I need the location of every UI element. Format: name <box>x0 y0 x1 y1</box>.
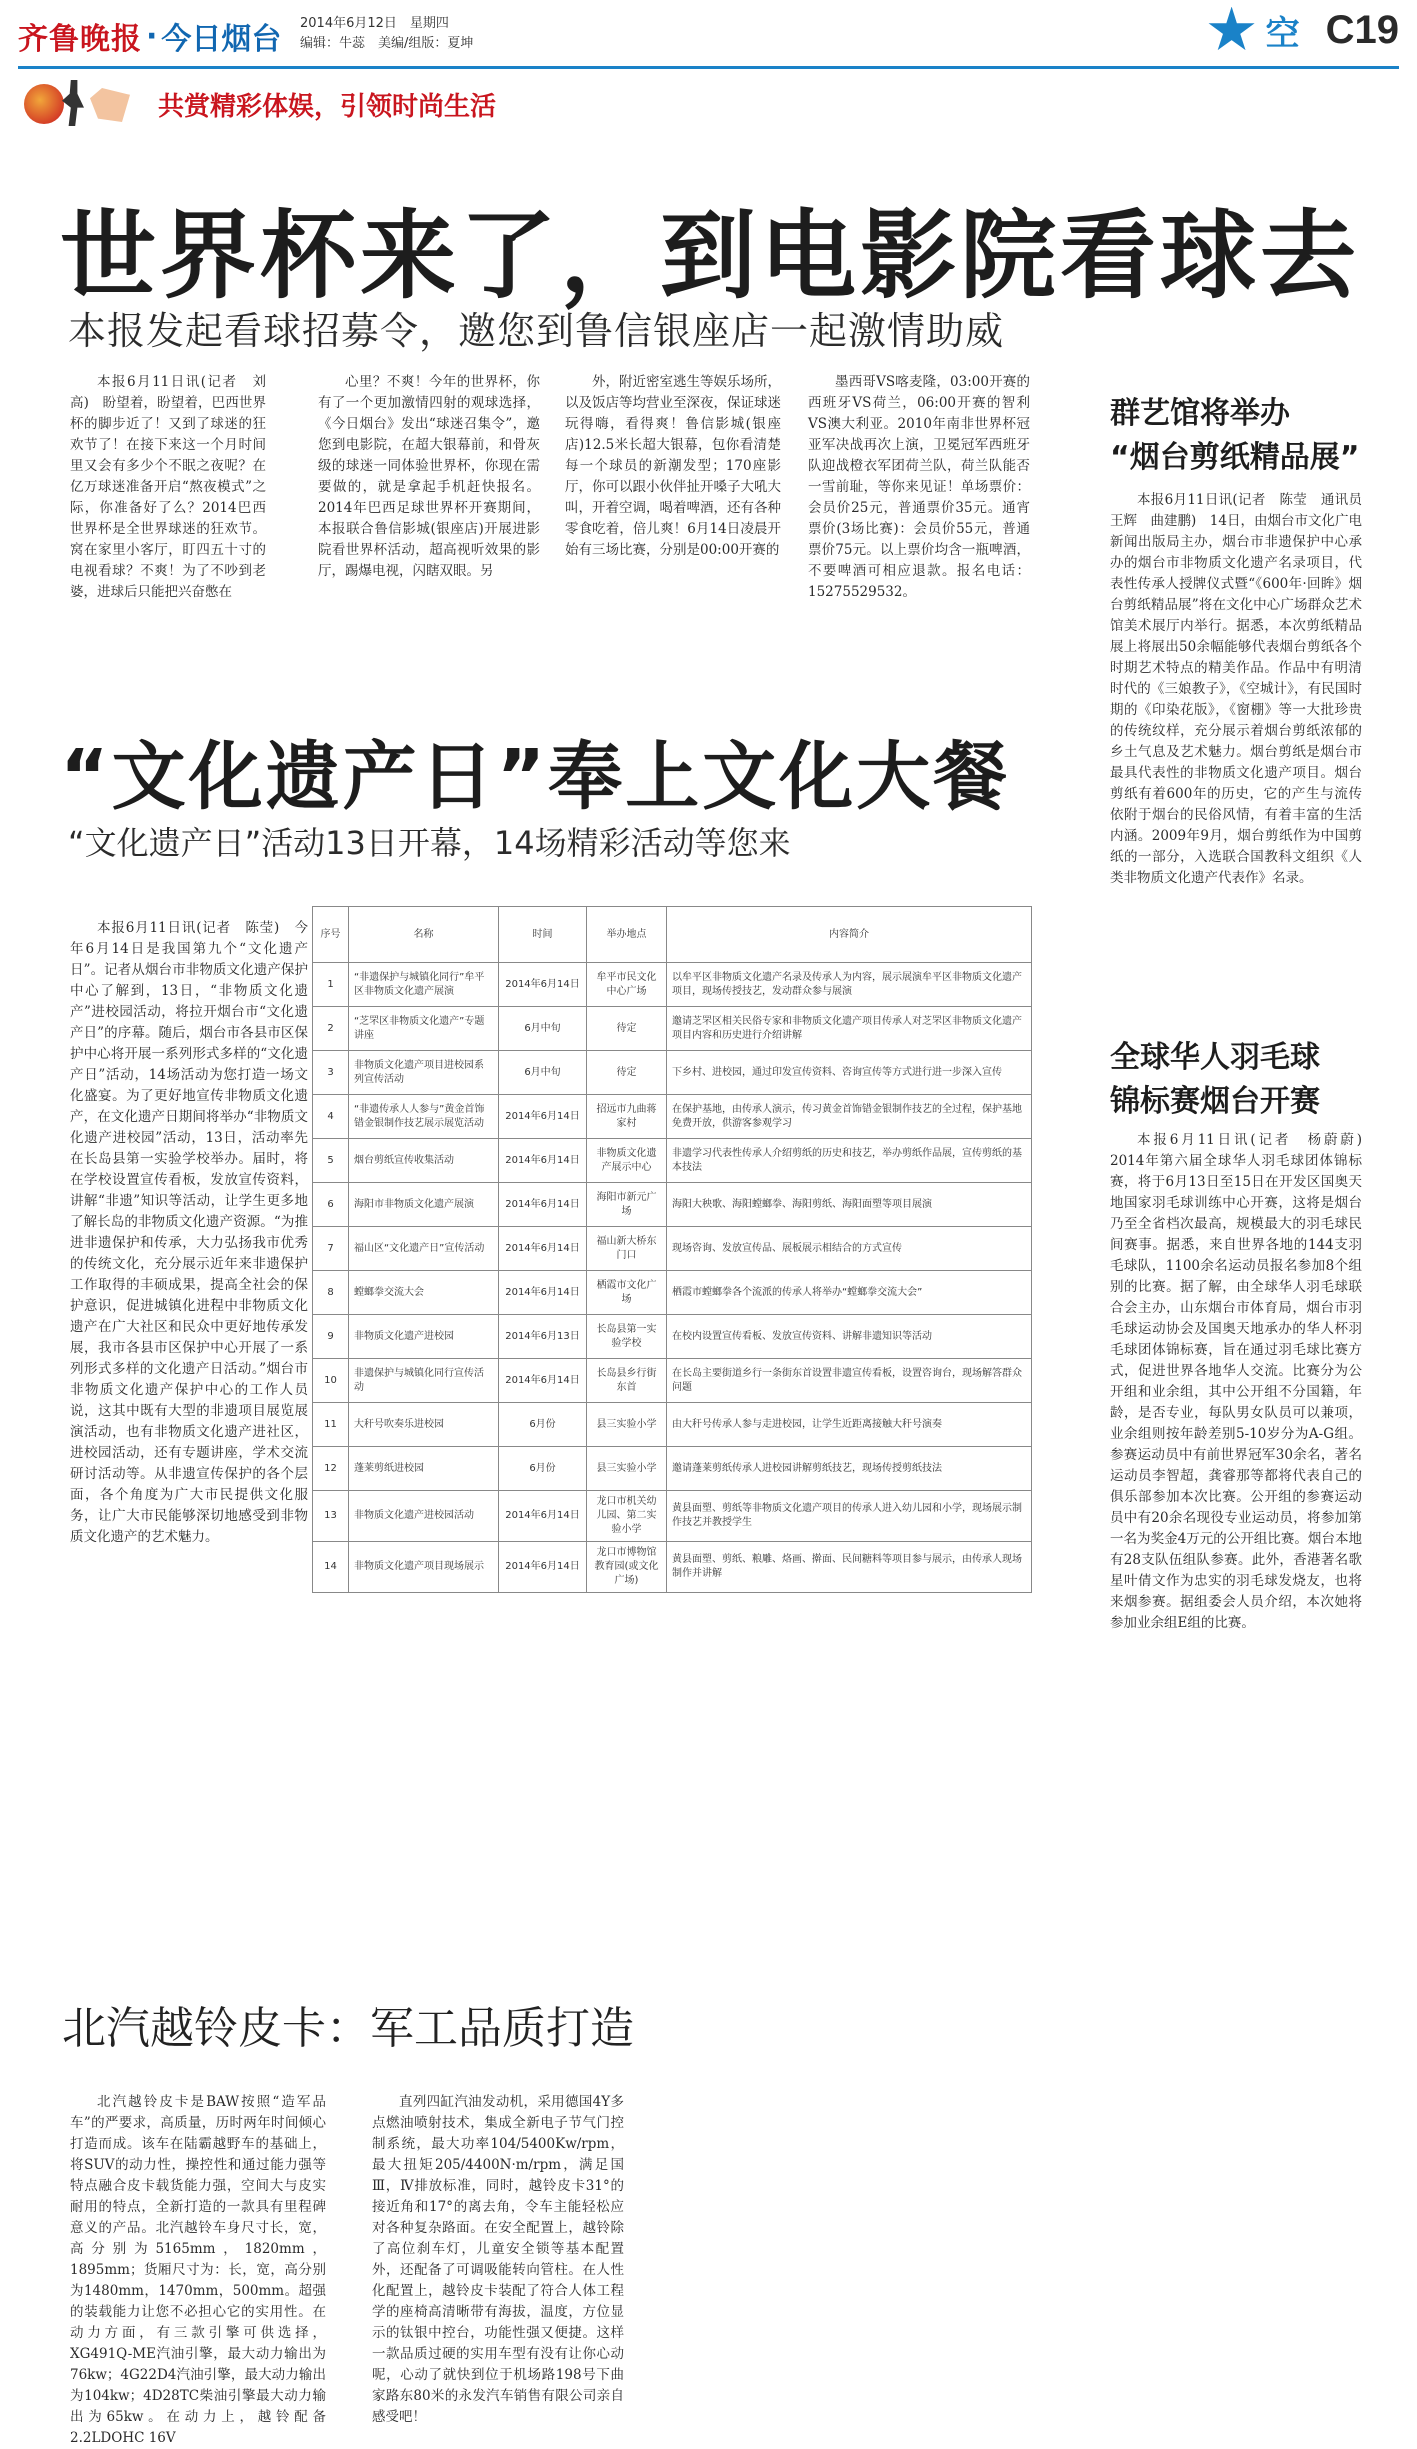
cell-time: 2014年6月14日 <box>499 1491 587 1542</box>
table-row <box>313 1139 1032 1183</box>
cell-venue: 龙口市机关幼儿园、第二实验小学 <box>587 1491 667 1542</box>
article-pickup-col2: 直列四缸汽油发动机，采用德国4Y多点燃油喷射技术，集成全新电子节气门控制系统，最大功率104/5400Kw/rpm，最大扭矩205/4400N·m/rpm，满足国Ⅲ，Ⅳ排放标准，同时，越铃皮卡31°的接近角和17°的离去角，令车主能轻松应对各种复杂路面。在安全配置上，越铃除了高位刹车灯，儿童安全锁等基本配置外，还配备了可调吸能转向管柱。在人性化配置上，越铃皮卡装配了符合人体工程学的座椅高清晰带有海拔，温度，方位显示的钛银中控台，功能性强又便捷。这样一款品质过硬的实用车型有没有让你心动呢，心动了就快到位于机场路198号下曲家路东80米的永发汽车销售有限公司亲自感受吧！ <box>372 2094 624 2425</box>
cell-time: 6月中旬 <box>499 1007 587 1051</box>
cell-content: 邀请芝罘区相关民俗专家和非物质文化遗产项目传承人对芝罘区非物质文化遗产项目内容和历史进行介绍讲解 <box>667 1007 1032 1051</box>
page-channel <box>1208 6 1399 55</box>
cell-venue: 龙口市博物馆教育园(或文化广场) <box>587 1542 667 1593</box>
cell-venue: 招远市九曲蒋家村 <box>587 1095 667 1139</box>
cell-time: 6月中旬 <box>499 1051 587 1095</box>
cell-name: 海阳市非物质文化遗产展演 <box>349 1183 499 1227</box>
star-icon <box>1208 7 1256 55</box>
cell-venue: 长岛县第一实验学校 <box>587 1315 667 1359</box>
banner-slogan: 共赏精彩体娱，引领时尚生活 <box>158 91 497 122</box>
editor-credits: 编辑：牛蕊 美编/组版：夏坤 <box>300 36 474 51</box>
cell-no: 13 <box>313 1491 349 1542</box>
cell-no: 6 <box>313 1183 349 1227</box>
headline-papercut-line1: 群艺馆将举办 <box>1110 396 1290 431</box>
table-row <box>313 1051 1032 1095</box>
cell-content: 在保护基地，由传承人演示，传习黄金首饰错金银制作技艺的全过程，保护基地免费开放，供游客参观学习 <box>667 1095 1032 1139</box>
cell-name: 非物质文化遗产进校园活动 <box>349 1491 499 1542</box>
cell-content: 在校内设置宣传看板、发放宣传资料、讲解非遗知识等活动 <box>667 1315 1032 1359</box>
cell-name: 大秆号吹奏乐进校园 <box>349 1403 499 1447</box>
cell-time: 2014年6月13日 <box>499 1315 587 1359</box>
subheadline-world-cup: 本报发起看球招募令，邀您到鲁信银座店一起激情助威 <box>68 309 1005 353</box>
cell-name: “非遗保护与城镇化同行”牟平区非物质文化遗产展演 <box>349 963 499 1007</box>
table-row <box>313 1271 1032 1315</box>
cell-content: 现场咨询、发放宣传品、展板展示相结合的方式宣传 <box>667 1227 1032 1271</box>
newspaper-logo: 齐鲁晚报 <box>18 22 142 57</box>
headline-heritage-day: “文化遗产日”奉上文化大餐 <box>60 734 1011 820</box>
table-row <box>313 1095 1032 1139</box>
cell-venue: 县三实验小学 <box>587 1403 667 1447</box>
col-header-venue: 举办地点 <box>587 907 667 963</box>
cell-time: 6月份 <box>499 1403 587 1447</box>
cell-name: “非遗传承人人参与”黄金首饰错金银制作技艺展示展览活动 <box>349 1095 499 1139</box>
cell-time: 2014年6月14日 <box>499 1359 587 1403</box>
cell-no: 7 <box>313 1227 349 1271</box>
cell-time: 2014年6月14日 <box>499 1271 587 1315</box>
table-row <box>313 1403 1032 1447</box>
table-row <box>313 963 1032 1007</box>
masthead <box>18 12 281 60</box>
table-row <box>313 1183 1032 1227</box>
cell-content: 海阳大秧歌、海阳螳螂拳、海阳剪纸、海阳面塑等项目展演 <box>667 1183 1032 1227</box>
cell-venue: 待定 <box>587 1007 667 1051</box>
cell-content: 栖霞市螳螂拳各个流派的传承人将举办“螳螂拳交流大会” <box>667 1271 1032 1315</box>
page-number: C19 <box>1325 8 1399 52</box>
headline-papercut-line2: “烟台剪纸精品展” <box>1110 440 1360 475</box>
headline-pickup: 北汽越铃皮卡：军工品质打造 <box>62 2003 634 2054</box>
cell-time: 2014年6月14日 <box>499 1139 587 1183</box>
issue-info <box>300 14 473 54</box>
table-row <box>313 1447 1032 1491</box>
article-world-cup-col1: 本报6月11日讯(记者 刘高) 盼望着，盼望着，巴西世界杯的脚步近了！又到了球迷的狂欢节了！在接下来这一个月时间里又会有多少个不眠之夜呢？在亿万球迷准备开启“熬夜模式”之际，你准备好了么？2014巴西世界杯是全世界球迷的狂欢节。窝在家里小客厅，盯四五十寸的电视看球？不爽！为了不吵到老婆，进球后只能把兴奋憋在 <box>70 374 266 600</box>
cell-venue: 牟平市民文化中心广场 <box>587 963 667 1007</box>
cell-no: 8 <box>313 1271 349 1315</box>
cell-name: 福山区“文化遗产日”宣传活动 <box>349 1227 499 1271</box>
table-row <box>313 1359 1032 1403</box>
channel-name: 空 <box>1265 14 1300 54</box>
heritage-events-table <box>312 906 1032 1593</box>
headline-badminton-line2: 锦标赛烟台开赛 <box>1110 1084 1320 1119</box>
cell-content: 邀请蓬莱剪纸传承人进校园讲解剪纸技艺，现场传授剪纸技法 <box>667 1447 1032 1491</box>
headline-badminton <box>1110 1036 1320 1124</box>
cell-no: 12 <box>313 1447 349 1491</box>
cell-name: 螳螂拳交流大会 <box>349 1271 499 1315</box>
cell-time: 2014年6月14日 <box>499 1227 587 1271</box>
cell-no: 14 <box>313 1542 349 1593</box>
cell-venue: 非物质文化遗产展示中心 <box>587 1139 667 1183</box>
cell-time: 2014年6月14日 <box>499 1095 587 1139</box>
cell-name: 非物质文化遗产项目进校园系列宣传活动 <box>349 1051 499 1095</box>
cell-venue: 长岛县乡行街东首 <box>587 1359 667 1403</box>
article-heritage-body: 本报6月11日讯(记者 陈莹) 今年6月14日是我国第九个“文化遗产日”。记者从烟台市非物质文化遗产保护中心了解到，13日，“非物质文化遗产”进校园活动，将拉开烟台市“文化遗产日”的序幕。随后，烟台市各县市区保护中心将开展一系列形式多样的“文化遗产日”活动，14场活动为您打造一场文化盛宴。为了更好地宣传非物质文化遗产，在文化遗产日期间将举办“非物质文化遗产进校园”活动，13日，活动率先在长岛县第一实验学校举办。届时，将在学校设置宣传看板，发放宣传资料，讲解“非遗”知识等活动，让学生更多地了解长岛的非物质文化遗产资源。“为推进非遗保护和传承，大力弘扬我市优秀的传统文化，充分展示近年来非遗保护工作取得的丰硕成果，提高全社会的保护意识，促进城镇化进程中非物质文化遗产在广大社区和民众中更好地传承发展，我市各县市区保护中心开展了一系列形式多样的文化遗产日活动。”烟台市非物质文化遗产保护中心的工作人员说，这其中既有大型的非遗项目展览展演活动，也有非物质文化遗产进社区，进校园活动，还有专题讲座，学术交流研讨活动等。从非遗宣传保护的各个层面，各个角度为广大市民提供文化服务，让广大市民能够深切地感受到非物质文化遗产的艺术魅力。 <box>70 920 308 1545</box>
cell-no: 10 <box>313 1359 349 1403</box>
cell-time: 2014年6月14日 <box>499 1542 587 1593</box>
cell-content: 在长岛主要街道乡行一条街东首设置非遗宣传看板，设置咨询台，现场解答群众问题 <box>667 1359 1032 1403</box>
article-pickup-col1: 北汽越铃皮卡是BAW按照“造军品车”的严要求，高质量，历时两年时间倾心打造而成。该车在陆霸越野车的基础上，将SUV的动力性，操控性和通过能力强等特点融合皮卡载货能力强，空间大与皮实耐用的特点，全新打造的一款具有里程碑意义的产品。北汽越铃车身尺寸长，宽，高分别为5165mm，1820mm，1895mm；货厢尺寸为：长，宽，高分别为1480mm，1470mm，500mm。超强的装载能力让您不必担心它的实用性。在动力方面，有三款引擎可供选择，XG491Q-ME汽油引擎，最大动力输出为76kw；4G22D4汽油引擎，最大动力输出为104kw；4D28TC柴油引擎最大动力输出为65kw。在动力上，越铃配备2.2LDOHC 16V <box>70 2094 326 2446</box>
cell-time: 2014年6月14日 <box>499 1183 587 1227</box>
cell-no: 11 <box>313 1403 349 1447</box>
table-row <box>313 1315 1032 1359</box>
table-row <box>313 1542 1032 1593</box>
cell-name: 非物质文化遗产项目现场展示 <box>349 1542 499 1593</box>
cell-content: 由大秆号传承人参与走进校园，让学生近距离接触大秆号演奏 <box>667 1403 1032 1447</box>
cell-name: 非物质文化遗产进校园 <box>349 1315 499 1359</box>
subheadline-heritage-day: “文化遗产日”活动13日开幕，14场精彩活动等您来 <box>68 824 791 862</box>
table-row <box>313 1491 1032 1542</box>
article-world-cup-col3: 外，附近密室逃生等娱乐场所，以及饭店等均营业至深夜，保证球迷玩得嗨，看得爽！鲁信影城(银座店)12.5米长超大银幕，包你看清楚每一个球员的新潮发型；170座影厅，你可以跟小伙伴扯开嗓子大吼大叫，开着空调，喝着啤酒，还有各种零食吃着，倍儿爽！6月14日凌晨开始有三场比赛，分别是00:00开赛的 <box>565 374 781 558</box>
cell-venue: 待定 <box>587 1051 667 1095</box>
article-world-cup-col2: 心里？不爽！今年的世界杯，你有了一个更加激情四射的观球选择，《今日烟台》发出“球迷召集令”，邀您到电影院，在超大银幕前，和骨灰级的球迷一同体验世界杯，你现在需要做的，就是拿起手机赶快报名。2014年巴西足球世界杯开赛期间，本报联合鲁信影城(银座店)开展进影院看世界杯活动，超高视听效果的影厅，踢爆电视，闪瞎双眼。另 <box>318 374 540 579</box>
cell-no: 1 <box>313 963 349 1007</box>
cell-content: 黄县面塑、剪纸、粮雕、烙画、擀面、民间糖料等项目参与展示，由传承人现场制作并讲解 <box>667 1542 1032 1593</box>
cell-no: 3 <box>313 1051 349 1095</box>
cell-venue: 海阳市新元广场 <box>587 1183 667 1227</box>
cell-content: 非遗学习代表性传承人介绍剪纸的历史和技艺，举办剪纸作品展，宣传剪纸的基本技法 <box>667 1139 1032 1183</box>
headline-papercut <box>1110 392 1359 480</box>
headline-world-cup: 世界杯来了，到电影院看球去 <box>60 200 1360 312</box>
col-header-time: 时间 <box>499 907 587 963</box>
logo-separator: · <box>146 18 158 54</box>
cell-content: 以牟平区非物质文化遗产名录及传承人为内容，展示展演牟平区非物质文化遗产项目，现场传授技艺，发动群众参与展演 <box>667 963 1032 1007</box>
cell-no: 9 <box>313 1315 349 1359</box>
table-body <box>313 963 1032 1593</box>
cell-venue: 福山新大桥东门口 <box>587 1227 667 1271</box>
article-world-cup-col4: 墨西哥VS喀麦隆，03:00开赛的西班牙VS荷兰，06:00开赛的智利VS澳大利亚。2010年南非世界杯冠亚军决战再次上演，卫冕冠军西班牙队迎战橙衣军团荷兰队，荷兰队能否一雪前耻，等你来见证！单场票价：会员价25元，普通票价35元。通宵票价(3场比赛)：会员价55元，普通票价75元。以上票价均含一瓶啤酒，不要啤酒可相应退款。报名电话：15275529532。 <box>808 374 1030 600</box>
cell-name: 蓬莱剪纸进校园 <box>349 1447 499 1491</box>
issue-date: 2014年6月12日 星期四 <box>300 16 449 31</box>
table-header-row <box>313 907 1032 963</box>
cell-time: 2014年6月14日 <box>499 963 587 1007</box>
col-header-content: 内容简介 <box>667 907 1032 963</box>
cell-venue: 栖霞市文化广场 <box>587 1271 667 1315</box>
headline-badminton-line1: 全球华人羽毛球 <box>1110 1040 1320 1075</box>
table-row <box>313 1227 1032 1271</box>
table-row <box>313 1007 1032 1051</box>
col-header-name: 名称 <box>349 907 499 963</box>
col-header-no: 序号 <box>313 907 349 963</box>
cell-name: “芝罘区非物质文化遗产”专题讲座 <box>349 1007 499 1051</box>
cell-time: 6月份 <box>499 1447 587 1491</box>
cell-no: 2 <box>313 1007 349 1051</box>
cell-no: 5 <box>313 1139 349 1183</box>
section-banner <box>18 76 1018 132</box>
cell-content: 下乡村、进校园，通过印发宣传资料、咨询宣传等方式进行进一步深入宣传 <box>667 1051 1032 1095</box>
cell-name: 非遗保护与城镇化同行宣传活动 <box>349 1359 499 1403</box>
cell-content: 黄县面塑、剪纸等非物质文化遗产项目的传承人进入幼儿园和小学，现场展示制作技艺并教授学生 <box>667 1491 1032 1542</box>
article-papercut-body: 本报6月11日讯(记者 陈莹 通讯员 王辉 曲建鹏) 14日，由烟台市文化广电新闻出版局主办，烟台市非遗保护中心承办的烟台市非物质文化遗产名录项目，代表性传承人授牌仪式暨“《600年·回眸》烟台剪纸精品展”将在文化中心广场群众艺术馆美术展厅内举行。据悉，本次剪纸精品展上将展出50余幅能够代表烟台剪纸各个时期艺术特点的精美作品。作品中有明清时代的《三娘教子》，《空城计》，有民国时期的《印染花版》，《窗棚》等一大批珍贵的传统纹样，充分展示着烟台剪纸浓郁的乡土气息及艺术魅力。烟台剪纸是烟台市最具代表性的非物质文化遗产项目。烟台剪纸有着600年的历史，它的产生与流传依附于烟台的民俗风情，有着丰富的生活内涵。2009年9月，烟台剪纸作为中国剪纸的一部分，入选联合国教科文组织《人类非物质文化遗产代表作》名录。 <box>1110 492 1376 886</box>
header-divider <box>18 66 1399 69</box>
sports-banner-icon <box>18 78 138 130</box>
article-badminton-body: 本报6月11日讯(记者 杨蔚蔚) 2014年第六届全球华人羽毛球团体锦标赛，将于6月13日至15日在开发区国奥天地国家羽毛球训练中心开赛，这将是烟台乃至全省档次最高，规模最大的羽毛球民间赛事。据悉，来自世界各地的144支羽毛球队，1100余名运动员报名参加8个组别的比赛。据了解，由全球华人羽毛球联合会主办，山东烟台市体育局，烟台市羽毛球运动协会及国奥天地承办的华人杯羽毛球团体锦标赛，旨在通过羽毛球比赛方式，促进世界各地华人交流。比赛分为公开组和业余组，其中公开组不分国籍，年龄，是否专业，每队男女队员可以兼项，业余组则按年龄差别5-10岁分为A-G组。参赛运动员中有前世界冠军30余名，著名运动员李智超，龚睿那等都将代表自己的俱乐部参加本次比赛。公开组的参赛运动员中有20余名现役专业运动员，将参加第一名为奖金4万元的公开组比赛。烟台本地有28支队伍组队参赛。此外，香港著名歌星叶倩文作为忠实的羽毛球发烧友，也将来烟参赛。据组委会人员介绍，本次她将参加业余组E组的比赛。 <box>1110 1132 1376 1631</box>
cell-venue: 县三实验小学 <box>587 1447 667 1491</box>
section-name: 今日烟台 <box>161 22 282 57</box>
cell-no: 4 <box>313 1095 349 1139</box>
cell-name: 烟台剪纸宣传收集活动 <box>349 1139 499 1183</box>
